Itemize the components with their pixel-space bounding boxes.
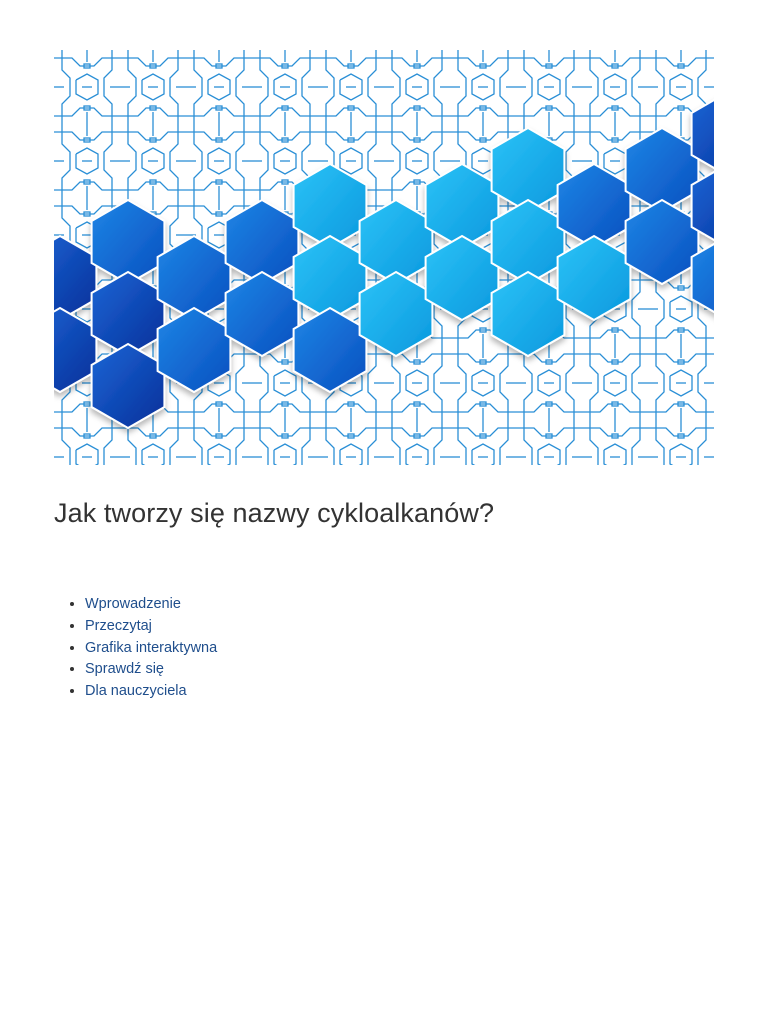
hero-image <box>54 50 714 465</box>
toc-link-przeczytaj[interactable]: Przeczytaj <box>85 617 152 634</box>
toc-link-grafika-interaktywna[interactable]: Grafika interaktywna <box>85 639 218 656</box>
toc-item-grafika-interaktywna <box>85 638 217 660</box>
page-title: Jak tworzy się nazwy cykloalkanów? <box>54 498 495 528</box>
table-of-contents <box>68 594 217 703</box>
toc-item-przeczytaj <box>85 616 217 638</box>
toc-item-wprowadzenie <box>85 594 217 616</box>
toc-link-sprawdz-sie[interactable]: Sprawdź się <box>85 661 164 678</box>
toc-item-dla-nauczyciela <box>85 681 217 703</box>
toc-link-dla-nauczyciela[interactable]: Dla nauczyciela <box>85 683 187 700</box>
toc-item-sprawdz-sie <box>85 659 217 681</box>
toc-link-wprowadzenie[interactable]: Wprowadzenie <box>85 596 181 612</box>
